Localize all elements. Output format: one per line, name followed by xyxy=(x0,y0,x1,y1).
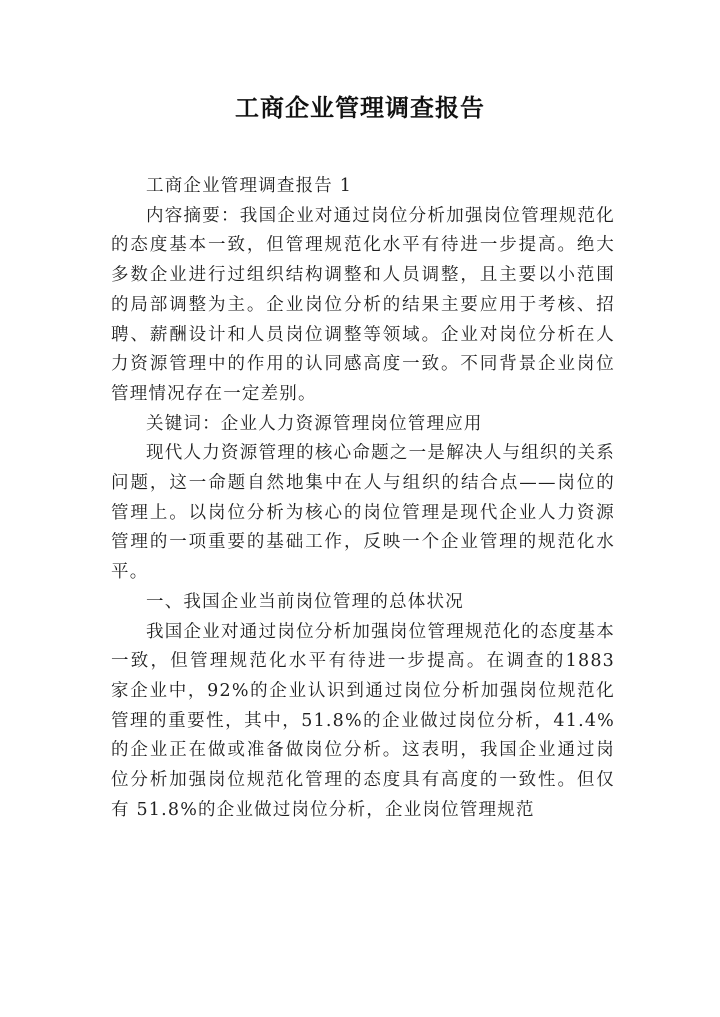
section-heading-1: 一、我国企业当前岗位管理的总体状况 xyxy=(146,591,464,612)
document-body xyxy=(111,172,615,825)
document-title: 工商企业管理调查报告 xyxy=(235,94,485,122)
report-subtitle-paragraph: 工商企业管理调查报告 1 xyxy=(146,176,353,196)
keywords-paragraph: 关键词：企业人力资源管理岗位管理应用 xyxy=(146,413,483,434)
abstract-paragraph: 内容摘要：我国企业对通过岗位分析加强岗位管理规范化的态度基本一致，但管理规范化水平有待进一步提高。绝大多数企业进行过组织结构调整和人员调整，且主要以小范围的局部调整为主。企业岗位分析的结果主要应用于考核、招聘、薪酬设计和人员岗位调整等领域。企业对岗位分析在人力资源管理中的作用的认同感高度一致。不同背景企业岗位管理情况存在一定差别。 xyxy=(111,205,615,404)
intro-paragraph: 现代人力资源管理的核心命题之一是解决人与组织的关系问题，这一命题自然地集中在人与组织的结合点——岗位的管理上。以岗位分析为核心的岗位管理是现代企业人力资源管理的一项重要的基础工作，反映一个企业管理的规范化水平。 xyxy=(111,443,615,583)
section-1-paragraph: 我国企业对通过岗位分析加强岗位管理规范化的态度基本一致，但管理规范化水平有待进一步提高。在调查的1883 家企业中，92%的企业认识到通过岗位分析加强岗位规范化管理的重要性，其中，51.8%的企业做过岗位分析，41.4%的企业正在做或准备做岗位分析。这表明，我国企业通过岗位分析加强岗位规范化管理的态度具有高度的一致性。但仅有 51.8%的企业做过岗位分析，企业岗位管理规范 xyxy=(111,621,615,820)
